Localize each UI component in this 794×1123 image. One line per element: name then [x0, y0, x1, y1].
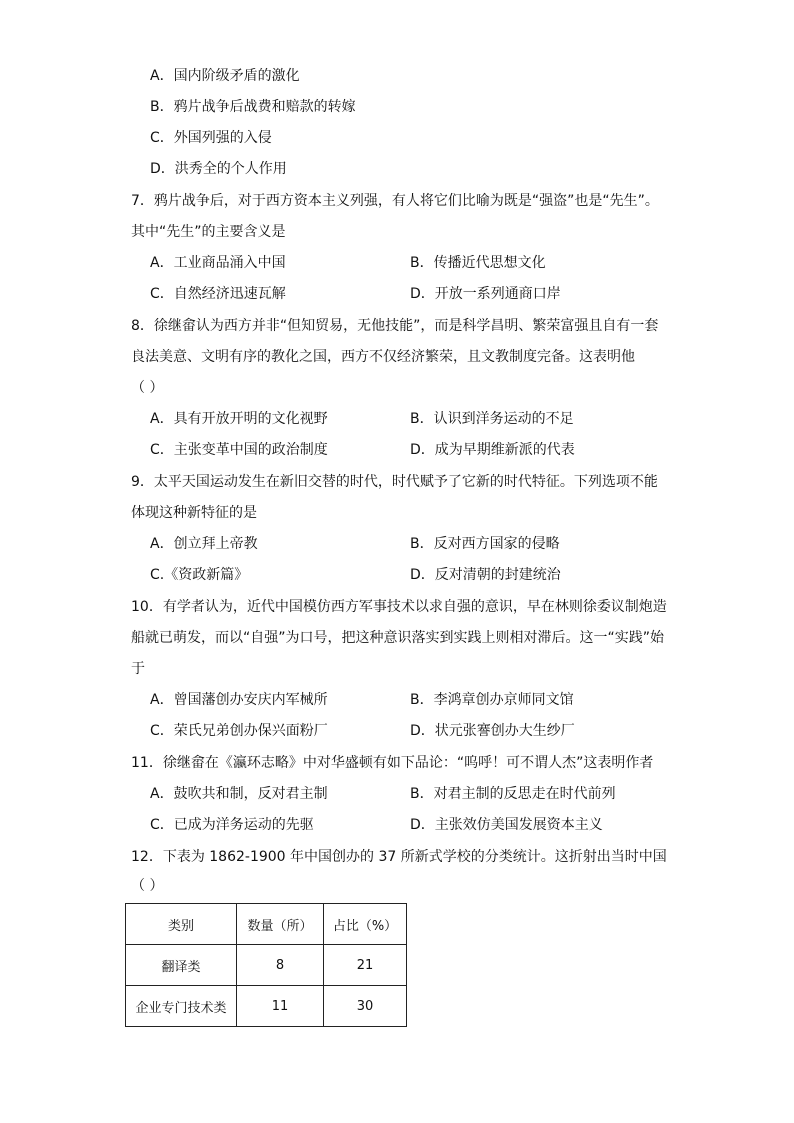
q11-stem-line1: 11．徐继畲在《瀛环志略》中对华盛顿有如下品论：“呜呼！可不谓人杰”这表明作者 [131, 755, 654, 771]
q11-option-a: A．鼓吹共和制，反对君主制 [150, 786, 328, 802]
q9-stem-line1: 9．太平天国运动发生在新旧交替的时代，时代赋予了它新的时代特征。下列选项不能 [131, 474, 658, 490]
q11-option-d: D．主张效仿美国发展资本主义 [410, 817, 603, 833]
q10-option-d: D．状元张謇创办大生纱厂 [410, 723, 575, 739]
q7-option-c: C．自然经济迅速瓦解 [150, 286, 286, 302]
q9-option-a: A．创立拜上帝教 [150, 536, 258, 552]
q10-stem-line3: 于 [131, 661, 145, 677]
q10-stem-line2: 船就已萌发，而以“自强”为口号，把这种意识落实到实践上则相对滞后。这一“实践”始 [131, 630, 665, 646]
q12-statistics-table [125, 903, 407, 1027]
table-row [126, 986, 407, 1027]
q8-stem-line1: 8．徐继畲认为西方并非“但知贸易，无他技能”，而是科学昌明、繁荣富强且自有一套 [131, 318, 659, 334]
table-cell: 企业专门技术类 [126, 986, 237, 1027]
q10-option-c: C．荣氏兄弟创办保兴面粉厂 [150, 723, 328, 739]
table-cell: 21 [324, 945, 407, 986]
table-cell: 8 [237, 945, 324, 986]
q6-option-b: B．鸦片战争后战费和赔款的转嫁 [150, 99, 356, 115]
q9-option-b: B．反对西方国家的侵略 [410, 536, 560, 552]
q7-option-a: A．工业商品涌入中国 [150, 255, 286, 271]
q12-stem-line2: （ ） [131, 878, 164, 894]
q8-stem-line2: 良法美意、文明有序的教化之国，西方不仅经济繁荣，且文教制度完备。这表明他 [131, 349, 635, 365]
q8-option-c: C．主张变革中国的政治制度 [150, 442, 328, 458]
q8-stem-line3: （ ） [131, 380, 164, 396]
table-header-row [126, 904, 407, 945]
q9-option-d: D．反对清朝的封建统治 [410, 567, 561, 583]
table-header-percent: 占比（%） [324, 904, 407, 945]
table-cell: 翻译类 [126, 945, 237, 986]
q7-option-d: D．开放一系列通商口岸 [410, 286, 561, 302]
q11-option-c: C．已成为洋务运动的先驱 [150, 817, 314, 833]
table-cell: 30 [324, 986, 407, 1027]
q10-stem-line1: 10．有学者认为，近代中国模仿西方军事技术以求自强的意识，早在林则徐委议制炮造 [131, 599, 667, 615]
table-header-category: 类别 [126, 904, 237, 945]
q10-option-a: A．曾国藩创办安庆内军械所 [150, 692, 328, 708]
q9-option-c: C.《资政新篇》 [150, 567, 249, 583]
q6-option-d: D．洪秀全的个人作用 [150, 161, 287, 177]
q8-option-a: A．具有开放开明的文化视野 [150, 411, 328, 427]
q12-stem-line1: 12．下表为 1862-1900 年中国创办的 37 所新式学校的分类统计。这折射出当时中国 [131, 849, 667, 865]
q7-option-b: B．传播近代思想文化 [410, 255, 546, 271]
q7-stem-line2: 其中“先生”的主要含义是 [131, 224, 286, 240]
q6-option-c: C．外国列强的入侵 [150, 130, 272, 146]
q6-option-a: A．国内阶级矛盾的激化 [150, 68, 300, 84]
q8-option-b: B．认识到洋务运动的不足 [410, 411, 574, 427]
table-cell: 11 [237, 986, 324, 1027]
q8-option-d: D．成为早期维新派的代表 [410, 442, 575, 458]
q9-stem-line2: 体现这种新特征的是 [131, 505, 257, 521]
q10-option-b: B．李鸿章创办京师同文馆 [410, 692, 574, 708]
table-header-count: 数量（所） [237, 904, 324, 945]
q11-option-b: B．对君主制的反思走在时代前列 [410, 786, 616, 802]
q7-stem-line1: 7．鸦片战争后，对于西方资本主义列强，有人将它们比喻为既是“强盗”也是“先生”。 [131, 193, 659, 209]
table-row [126, 945, 407, 986]
